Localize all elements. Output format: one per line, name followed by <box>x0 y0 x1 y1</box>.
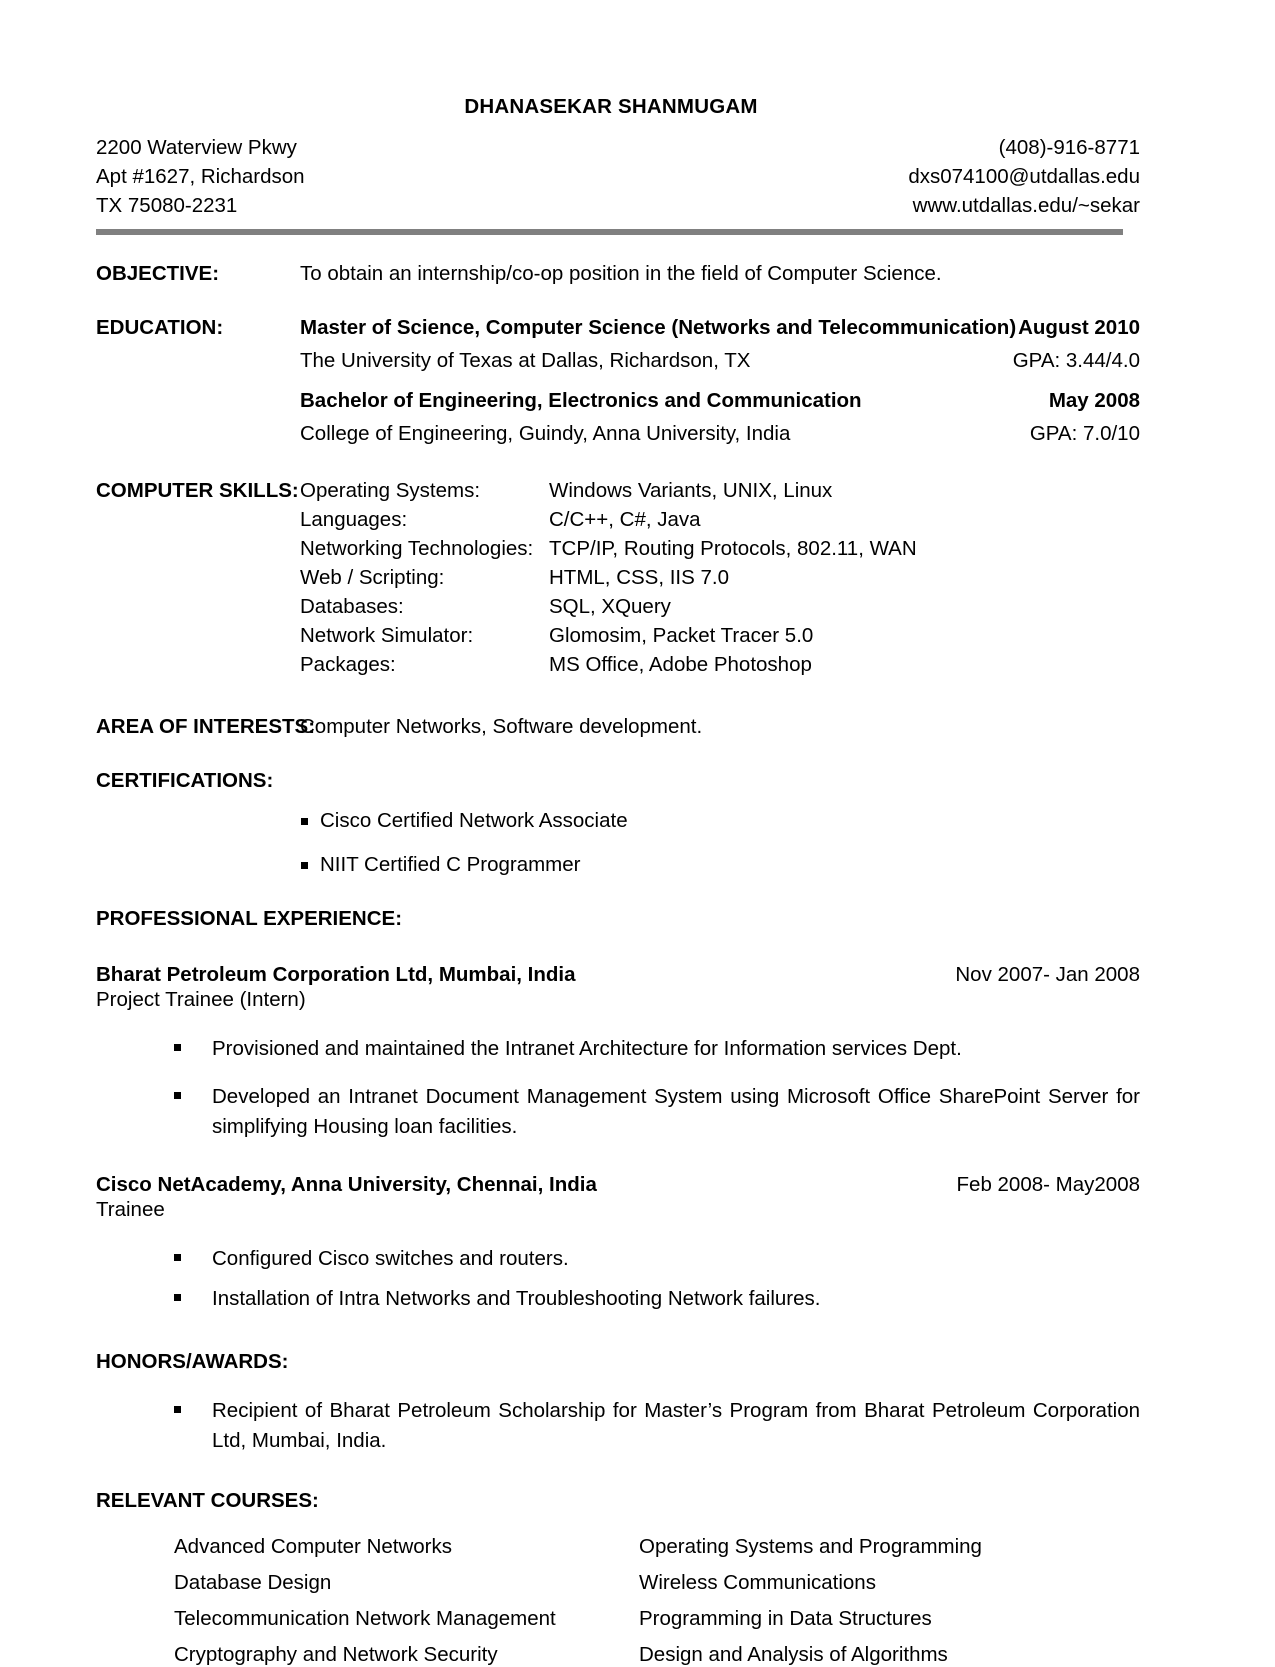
responsibility-list <box>96 1244 1140 1313</box>
address-line-1: 2200 Waterview Pkwy <box>96 136 297 159</box>
square-bullet-icon <box>174 1254 181 1261</box>
skill-category: Packages: <box>300 653 396 677</box>
certification-text: NIIT Certified C Programmer <box>320 853 581 877</box>
course-item: Design and Analysis of Algorithms <box>639 1643 948 1667</box>
education-label: EDUCATION: <box>96 316 224 340</box>
computer-skills-label: COMPUTER SKILLS: <box>96 479 299 503</box>
list-item <box>174 1082 1140 1141</box>
area-of-interests-label: AREA OF INTERESTS: <box>96 715 316 739</box>
list-item <box>174 1284 1140 1314</box>
section-computer-skills <box>96 479 1140 682</box>
skill-category: Languages: <box>300 508 408 532</box>
skill-value: C/C++, C#, Java <box>549 508 701 532</box>
skills-table <box>300 479 917 682</box>
skill-value: SQL, XQuery <box>549 595 671 619</box>
course-item: Cryptography and Network Security <box>174 1643 498 1667</box>
skill-value: Windows Variants, UNIX, Linux <box>549 479 833 503</box>
section-area-of-interests <box>96 715 1140 739</box>
education-entry-degree <box>300 316 1140 340</box>
table-row <box>300 479 917 508</box>
square-bullet-icon <box>174 1406 181 1413</box>
skill-value: TCP/IP, Routing Protocols, 802.11, WAN <box>549 537 917 561</box>
contact-column <box>908 133 1140 220</box>
spacer <box>300 373 1140 389</box>
computer-skills-content <box>300 479 1140 682</box>
responsibility-text: Developed an Intranet Document Management System using Microsoft Office SharePoint Server for simplifying Housing loan facilities. <box>212 1085 1140 1138</box>
certification-text: Cisco Certified Network Associate <box>320 809 628 833</box>
employer-line <box>96 1173 1140 1197</box>
degree-title: Bachelor of Engineering, Electronics and Communication <box>300 389 862 413</box>
employment-dates: Nov 2007- Jan 2008 <box>955 963 1140 987</box>
employer-line <box>96 963 1140 987</box>
area-of-interests-text: Computer Networks, Software development. <box>300 715 703 739</box>
employment-dates: Feb 2008- May2008 <box>956 1173 1140 1197</box>
square-bullet-icon <box>174 1092 181 1099</box>
certifications-label: CERTIFICATIONS: <box>96 769 274 793</box>
spacer <box>300 340 1140 349</box>
honor-text: Recipient of Bharat Petroleum Scholarship for Master’s Program from Bharat Petroleum Corporation Ltd, Mumbai, India. <box>212 1398 1140 1452</box>
employer-name: Cisco NetAcademy, Anna University, Chennai, India <box>96 1173 597 1197</box>
skill-category: Network Simulator: <box>300 624 474 648</box>
skill-category: Databases: <box>300 595 404 619</box>
responsibility-text: Configured Cisco switches and routers. <box>212 1247 569 1271</box>
skill-value: MS Office, Adobe Photoshop <box>549 653 812 677</box>
section-education <box>96 316 1140 446</box>
school-name: College of Engineering, Guindy, Anna University, India <box>300 422 791 446</box>
skill-category: Web / Scripting: <box>300 566 445 590</box>
course-item: Telecommunication Network Management <box>174 1607 556 1631</box>
course-item: Advanced Computer Networks <box>174 1535 453 1559</box>
course-item: Programming in Data Structures <box>639 1607 932 1631</box>
list-item <box>174 1034 1140 1064</box>
professional-experience-label: PROFESSIONAL EXPERIENCE: <box>96 907 403 931</box>
table-row <box>300 624 917 653</box>
employer-name: Bharat Petroleum Corporation Ltd, Mumbai, India <box>96 963 576 987</box>
section-objective <box>96 262 1140 286</box>
list-item <box>301 809 1140 833</box>
school-name: The University of Texas at Dallas, Richardson, TX <box>300 349 751 373</box>
list-item <box>174 1244 1140 1274</box>
relevant-courses-label: RELEVANT COURSES: <box>96 1489 319 1513</box>
skill-category: Networking Technologies: <box>300 537 534 561</box>
responsibility-text: Installation of Intra Networks and Troubleshooting Network failures. <box>212 1287 821 1311</box>
course-item: Operating Systems and Programming <box>639 1535 982 1559</box>
job-role: Project Trainee (Intern) <box>96 988 306 1012</box>
table-row <box>300 508 917 537</box>
spacer <box>300 413 1140 422</box>
school-gpa: GPA: 7.0/10 <box>1029 422 1140 446</box>
skill-value: HTML, CSS, IIS 7.0 <box>549 566 729 590</box>
objective-label: OBJECTIVE: <box>96 262 220 286</box>
objective-text: To obtain an internship/co-op position in the field of Computer Science. <box>300 262 942 286</box>
square-bullet-icon <box>301 818 308 825</box>
table-row <box>300 566 917 595</box>
degree-date: May 2008 <box>1048 389 1140 413</box>
table-row <box>300 653 917 682</box>
honors-awards-label: HONORS/AWARDS: <box>96 1349 289 1373</box>
square-bullet-icon <box>301 862 308 869</box>
header-divider <box>96 229 1123 235</box>
experience-entry <box>96 963 1140 1141</box>
school-gpa: GPA: 3.44/4.0 <box>1012 349 1140 373</box>
candidate-name: DHANASEKAR SHANMUGAM <box>464 95 758 118</box>
education-entries <box>300 316 1140 446</box>
section-certifications <box>96 769 1140 877</box>
relevant-courses-grid <box>174 1535 1140 1667</box>
responsibility-text: Provisioned and maintained the Intranet Architecture for Information services Dept. <box>212 1037 962 1061</box>
skill-value: Glomosim, Packet Tracer 5.0 <box>549 624 814 648</box>
education-entry-school <box>300 422 1140 446</box>
table-row <box>300 595 917 624</box>
list-item <box>301 853 1140 877</box>
experience-entry <box>96 1173 1140 1313</box>
course-item: Database Design <box>174 1571 332 1595</box>
list-item <box>174 1396 1140 1455</box>
degree-date: August 2010 <box>1018 316 1140 340</box>
course-item: Wireless Communications <box>639 1571 876 1595</box>
address-column <box>96 133 305 220</box>
table-row <box>300 537 917 566</box>
skill-category: Operating Systems: <box>300 479 481 503</box>
address-line-2: Apt #1627, Richardson <box>96 165 305 189</box>
education-entry-school <box>300 349 1140 373</box>
square-bullet-icon <box>174 1044 181 1051</box>
job-role: Trainee <box>96 1198 165 1222</box>
certifications-list <box>96 809 1140 877</box>
contact-block <box>96 133 1140 220</box>
square-bullet-icon <box>174 1294 181 1301</box>
website-url[interactable]: www.utdallas.edu/~sekar <box>912 194 1140 218</box>
education-entry-degree <box>300 389 1140 413</box>
degree-title: Master of Science, Computer Science (Networks and Telecommunication) <box>300 316 1017 340</box>
address-line-3: TX 75080-2231 <box>96 194 238 218</box>
phone-number: (408)-916-8771 <box>998 136 1140 159</box>
responsibility-list <box>96 1034 1140 1141</box>
email-address[interactable]: dxs074100@utdallas.edu <box>908 165 1140 189</box>
honors-list <box>96 1396 1140 1455</box>
